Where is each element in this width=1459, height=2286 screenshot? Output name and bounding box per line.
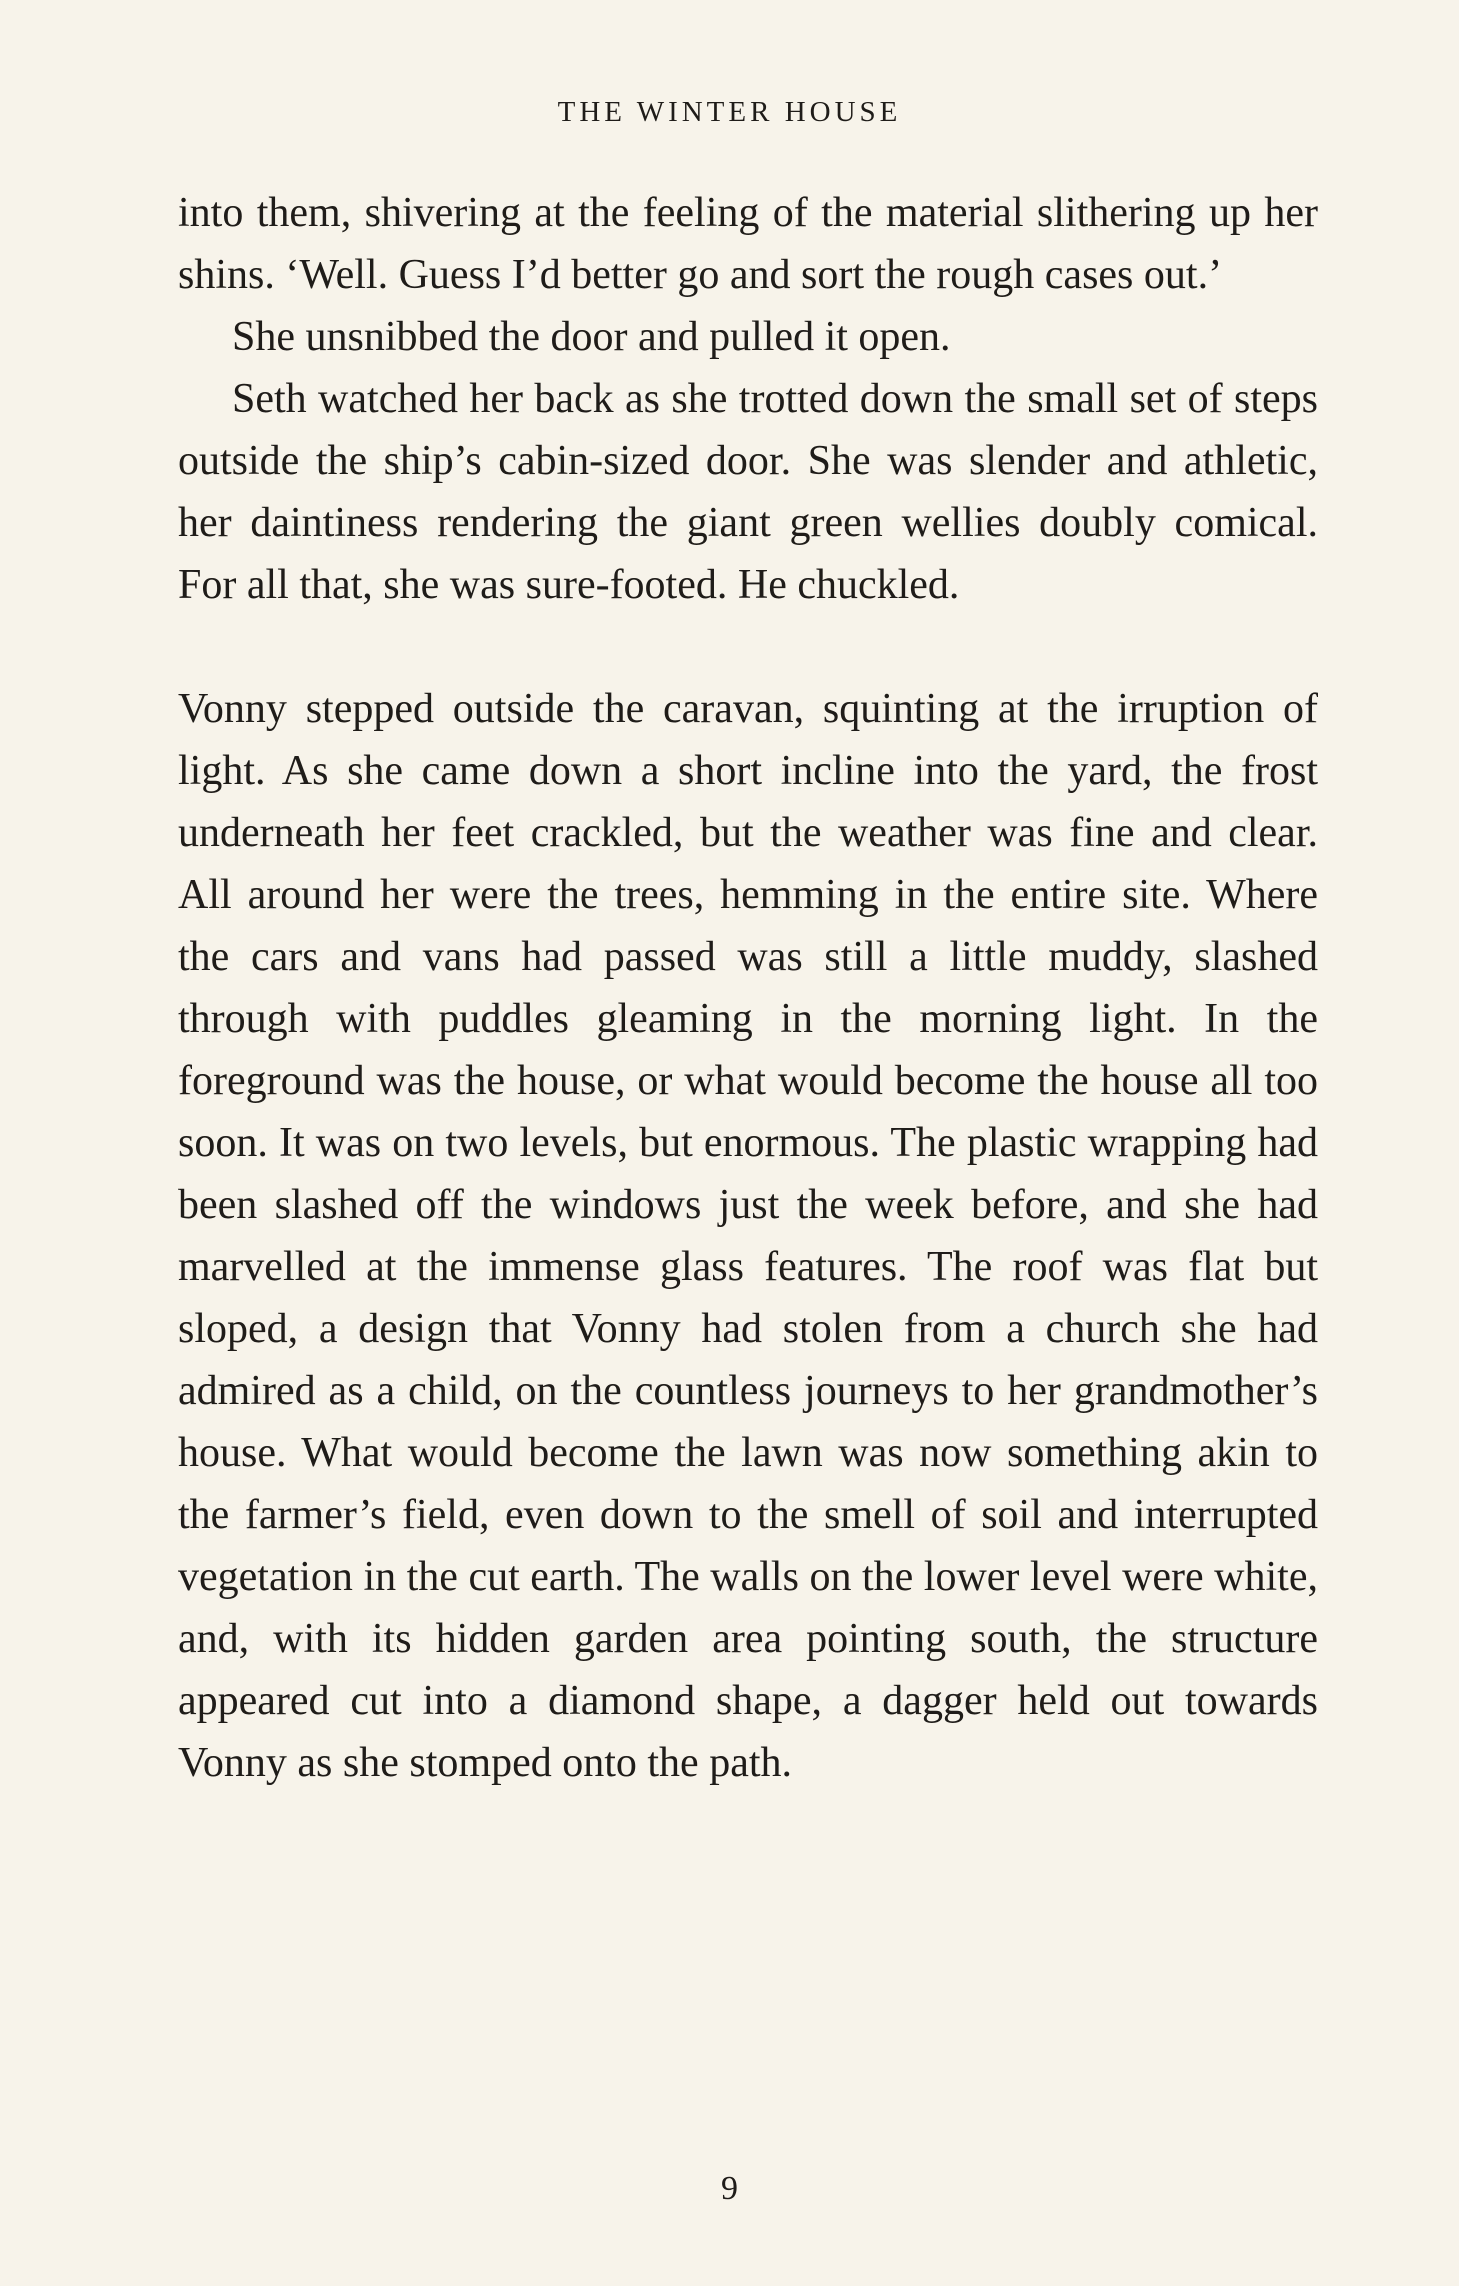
body-text (178, 182, 1318, 1794)
paragraph-continuation: into them, shivering at the feeling of the material slithering up her shins. ‘Well. Guess I’d better go and sort the rough cases out.’ (178, 190, 1318, 298)
paragraph-section-start: Vonny stepped outside the caravan, squinting at the irruption of light. As she came down a short incline into the yard, the frost underneath her feet crackled, but the weather was fine and clear. All around her were the trees, hemming in the entire site. Where the cars and vans had passed was still a little muddy, slashed through with puddles gleaming in the morning light. In the foreground was the house, or what would become the house all too soon. It was on two levels, but enormous. The plastic wrapping had been slashed off the windows just the week before, and she had marvelled at the immense glass features. The roof was flat but sloped, a design that Vonny had stolen from a church she had admired as a child, on the countless journeys to her grandmother’s house. What would become the lawn was now something akin to the farmer’s field, even down to the smell of soil and interrupted vegetation in the cut earth. The walls on the lower level were white, and, with its hidden garden area pointing south, the structure appeared cut into a diamond shape, a dagger held out towards Vonny as she stomped onto the path. (178, 686, 1318, 1786)
running-head: THE WINTER HOUSE (557, 96, 902, 128)
paragraph: She unsnibbed the door and pulled it open. (232, 314, 951, 360)
page-number: 9 (721, 2170, 738, 2207)
paragraph: Seth watched her back as she trotted down the small set of steps outside the ship’s cabin-sized door. She was slender and athletic, her daintiness rendering the giant green wellies doubly comical. For all that, she was sure-footed. He chuckled. (178, 376, 1318, 608)
